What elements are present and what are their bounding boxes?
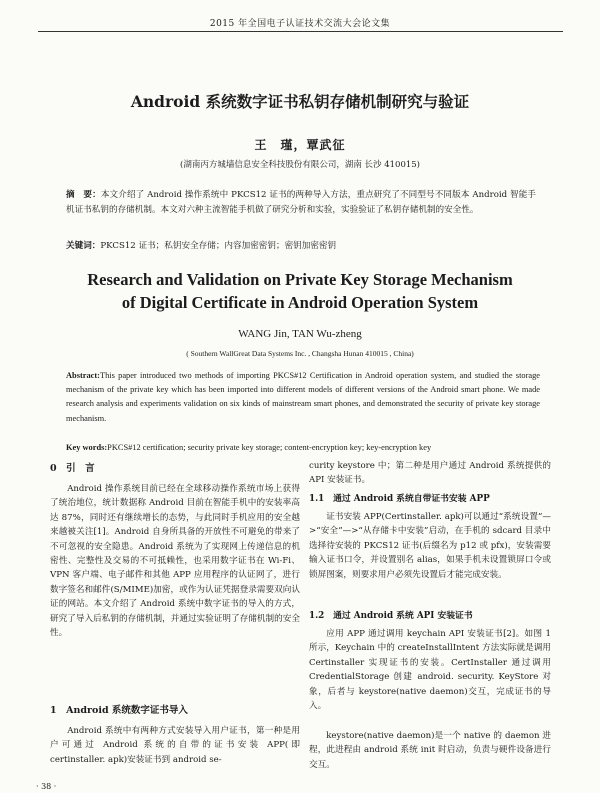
abstract-en-label: Abstract: [66,371,100,380]
subsection-1-2-paragraph: 应用 APP 通过调用 keychain API 安装证书[2]。如图 1 所示，Keychain 中的 createInstallIntent 方法实际就是调用 Certinstaller 实现证书的安装。CertInstaller 通过调用 CredentialStorage 创建 android. security. KeyStore 对象，后者与 keystore(native daemon)交互，完成证书的导入。 [309,629,551,712]
keywords-en-label: Key words: [66,443,108,452]
keywords-en [66,441,540,455]
title-en-line2: of Digital Certificate in Android Operation System [121,293,479,312]
abstract-en [66,369,540,426]
section-1-paragraph: Android 系统中有两种方式安装导入用户证书，第一种是用户可通过 Android 系统的自带的证书安装 APP(即 certinstaller. apk)安装证书到 android se- [50,726,300,765]
keywords-cn-label: 关键词： [66,241,101,251]
title-en-line1: Research and Validation on Private Key Storage Mechanism [87,270,513,289]
keywords-en-text: PKCS#12 certification; security private key storage; content-encryption key; key-encryption key [107,443,432,452]
title-cn: Android 系统数字证书私钥存储机制研究与验证 [130,92,470,111]
keywords-cn [66,239,536,254]
subsection-1-2-heading: 1.2 通过 Android 系统 API 安装证书 [309,611,473,621]
page-number: · 38 · [36,782,57,791]
title-en [40,268,560,314]
subsection-1-1-heading: 1.1 通过 Android 系统自带证书安装 APP [309,494,490,504]
authors-en: WANG Jin, TAN Wu-zheng [238,328,362,340]
authors-cn: 王 瑾，覃武征 [254,138,346,152]
right-column-last-paragraph: keystore(native daemon)是一个 native 的 daemon 进程，此进程由 android 系统 init 时启动，负责与硬件设备进行交互。 [309,731,551,770]
running-head: 2015 年全国电子认证技术交流大会论文集 [209,19,391,29]
section-0-heading: 0 引 言 [50,463,95,474]
abstract-cn [66,188,536,218]
right-column-continuation: curity keystore 中；第二种是用户通过 Android 系统提供的 API 安装证书。 [309,461,551,486]
affiliation-en: ( Southern WallGreat Data Systems Inc. , Changsha Hunan 410015 , China) [186,349,414,358]
section-0-paragraph: Android 操作系统目前已经在全球移动操作系统市场上获得了统治地位，统计数据称 Android 目前在智能手机中的安装率高达 87%，同时还有继续增长的态势，与此同时手机应用的安全越来越被关注[1]。Android 自身所具备的开放性不可避免的带来了不可忽视的安全隐患。Android 系统为了实现网上传递信息的机密性、完整性及交易的不可抵赖性，也采用数字证书在 Wi-Fi、VPN 客户端、电子邮件和其他 APP 应用程序的认证网了，进行数字签名和邮件(S/MIME)加密，或作为认证凭据登录需要双向认证的网站。本文介绍了 Android 系统中数字证书的导入的方式，研究了导入后私钥的存储机制，并通过实验证明了存储机制的安全性。 [50,484,300,639]
affiliation-cn: (湖南丙方城墙信息安全科技股份有限公司，湖南 长沙 410015) [180,160,420,170]
subsection-1-1-paragraph: 证书安装 APP(Certinstaller. apk)可以通过“系统设置”—>“安全”—>“从存储卡中安装”启动，在手机的 sdcard 目录中选择待安装的 PKCS12 证书(后缀名为 p12 或 pfx)，安装需要输入证书口令，并设置别名 alias，如果手机未设置锁屏口令或锁屏图案，则要求用户必须先设置后才能完成安装。 [309,512,551,580]
abstract-cn-label: 摘 要： [66,190,101,200]
abstract-cn-text: 本文介绍了 Android 操作系统中 PKCS12 证书的两种导入方法，重点研究了不同型号不同版本 Android 智能手机证书私钥的存储机制。本文对六种主流智能手机做了研究分析和实验，实验验证了私钥存储机制的安全性。 [66,190,536,215]
abstract-en-text: This paper introduced two methods of importing PKCS#12 Certification in Android operation system, and studied the storage mechanism of the private key which has been imported into different models of different versions of the Android smart phone. We made research analysis and experiments validation on six kinds of mainstream smart phones, and demonstrated the security of private key storage mechanism. [66,371,540,423]
header-rule [38,31,563,32]
section-1-heading: 1 Android 系统数字证书导入 [50,705,188,716]
keywords-cn-text: PKCS12 证书；私钥安全存储；内容加密密钥；密钥加密密钥 [100,241,337,251]
